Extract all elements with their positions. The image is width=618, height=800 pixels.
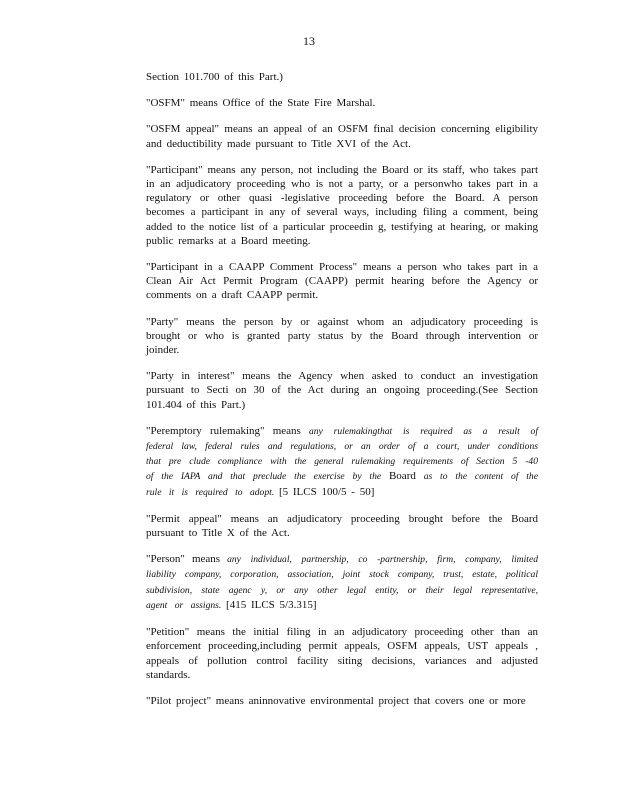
- definitions-body: [146, 70, 538, 720]
- citation: [415 ILCS 5/3.315]: [221, 598, 317, 611]
- definition-peremptory-rulemaking: [146, 424, 538, 500]
- statutory-quote: any individual, partnership, co -partnership, firm, company, limited liability company, corporation, association, joint stock company, trust, estate, political subdivision, state agenc y, or any other legal entity, or their legal representative, agent or assigns.: [146, 554, 538, 611]
- definition-osfm: "OSFM" means Office of the State Fire Marshal.: [146, 97, 376, 110]
- definition-person: [146, 552, 538, 613]
- definition-party-in-interest: "Party in interest" means the Agency when asked to conduct an investigation pursuant to Secti on 30 of the Act during an ongoing proceeding.(See Section 101.404 of this Part.): [146, 370, 538, 411]
- definition-participant-caapp: "Participant in a CAAPP Comment Process" means a person who takes part in a Clean Air Act Permit Program (CAAPP) permit hearing before the Agency or comments on a draft CAAPP permit.: [146, 261, 538, 302]
- definition-mid: Board: [388, 470, 416, 483]
- definition-petition: "Petition" means the initial filing in an adjudicatory proceeding other than an enforcement proceeding,including permit appeals, OSFM appeals, UST appeals , appeals of pollution control facility siting decisions, variances and adjusted standards.: [146, 626, 538, 681]
- definition-pilot-project: "Pilot project" means aninnovative environmental project that covers one or more: [146, 694, 526, 707]
- statutory-quote-continued: as to the content of the rule it is required to adopt.: [146, 471, 538, 498]
- paragraph-section-ref: Section 101.700 of this Part.): [146, 71, 283, 83]
- definition-lead: "Person" means: [146, 553, 228, 566]
- citation: [5 ILCS 100/5 - 50]: [274, 485, 375, 498]
- statutory-quote: any rulemakingthat is required as a result of federal law, federal rules and regulations, or an order of a court, under conditions that pre clude compliance with the general rulemaking requirements of Section 5 -40 of the IAPA and that preclude the exercise by the: [146, 425, 539, 483]
- definition-participant: "Participant" means any person, not including the Board or its staff, who takes part in an adjudicatory proceeding who is not a party, or a personwho takes part in a regulatory or other quasi -legislative proceeding before the Board. A person becomes a participant in any of several ways, including filing a comment, being added to the notice list of a particular proceedin g, testifying at hearing, or making public remarks at a Board meeting.: [146, 163, 538, 247]
- definition-lead: "Peremptory rulemaking" means: [146, 424, 309, 437]
- definition-osfm-appeal: "OSFM appeal" means an appeal of an OSFM final decision concerning eligibility and deductibility made pursuant to Title XVI of the Act.: [146, 123, 538, 150]
- definition-permit-appeal: "Permit appeal" means an adjudicatory proceeding brought before the Board pursuant to Title X of the Act.: [146, 512, 538, 540]
- definition-party: "Party" means the person by or against whom an adjudicatory proceeding is brought or who is granted party status by the Board through intervention or joinder.: [146, 315, 538, 357]
- page-number: 13: [303, 34, 315, 48]
